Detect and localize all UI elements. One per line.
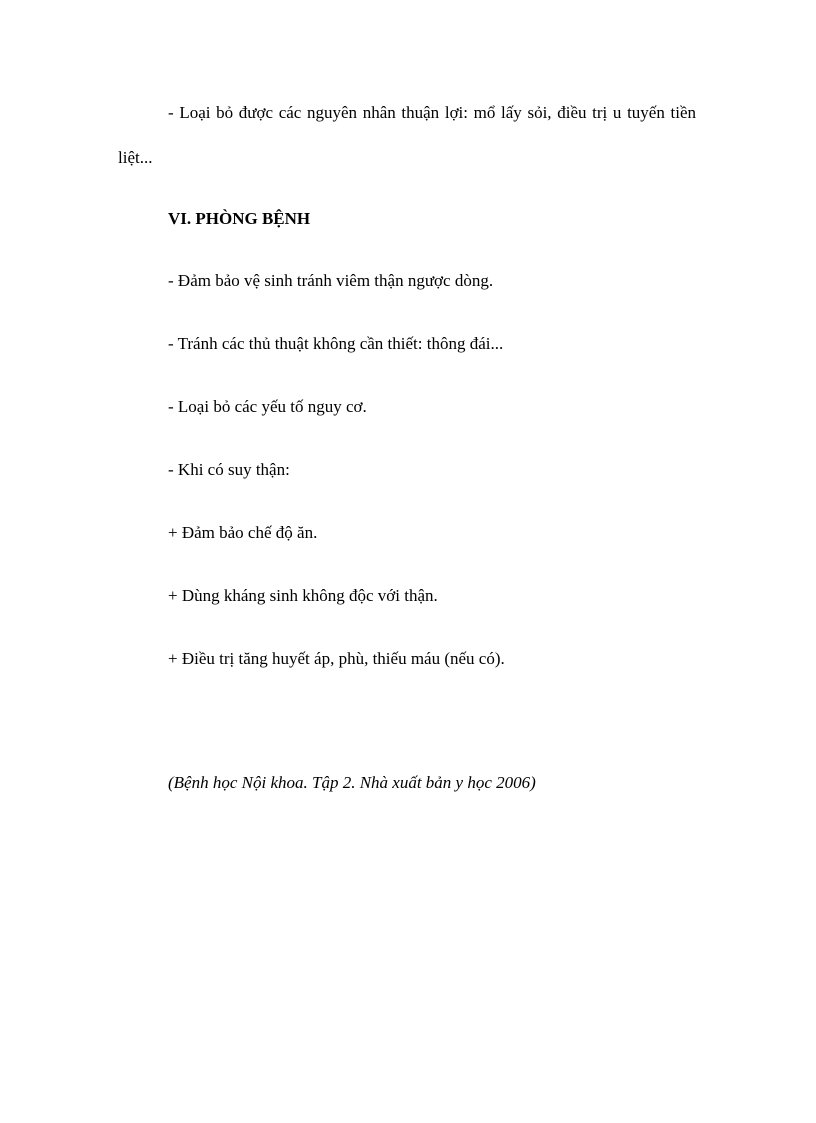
list-item: - Khi có suy thận: [168,460,290,479]
list-item: + Đảm bảo chế độ ăn. [168,523,318,542]
list-item: - Loại bỏ các yếu tố nguy cơ. [168,397,367,416]
paragraph-line: - Loại bỏ được các nguyên nhân thuận lợi: mổ lấy sỏi, điều trị u tuyến tiền [168,103,696,122]
citation: (Bệnh học Nội khoa. Tập 2. Nhà xuất bản y học 2006) [168,773,536,792]
list-item: - Tránh các thủ thuật không cần thiết: thông đái... [168,334,504,353]
list-item: - Đảm bảo vệ sinh tránh viêm thận ngược dòng. [168,271,494,290]
list-item: + Dùng kháng sinh không độc với thận. [168,586,438,605]
list-item: + Điều trị tăng huyết áp, phù, thiếu máu (nếu có). [168,649,505,668]
section-heading: VI. PHÒNG BỆNH [168,209,311,228]
paragraph-line: liệt... [118,148,153,167]
